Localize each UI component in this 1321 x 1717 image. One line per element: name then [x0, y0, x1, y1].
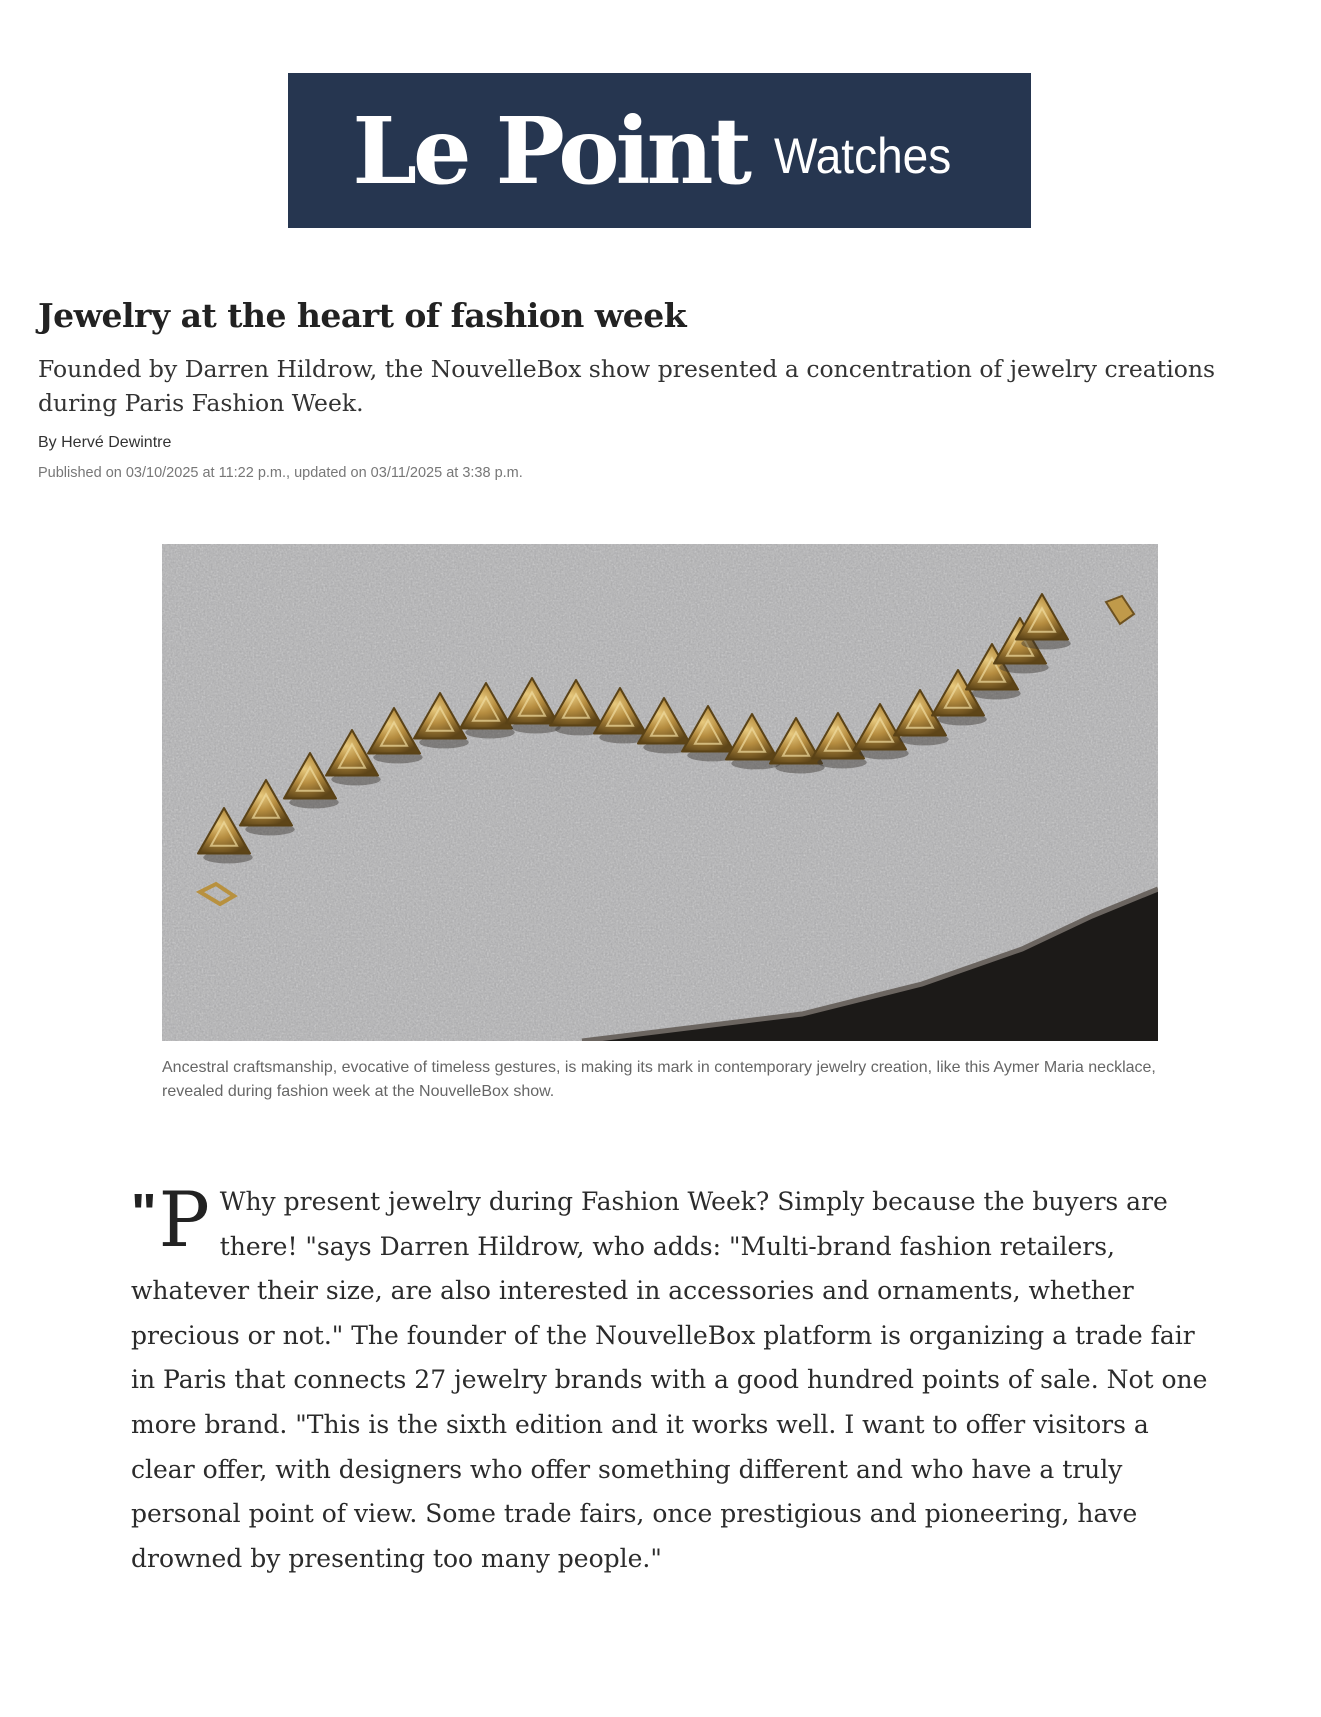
section-label: Watches [774, 127, 952, 184]
drop-cap [131, 1175, 210, 1264]
article-body-text: Why present jewelry during Fashion Week? Simply because the buyers are there! "says Darren Hildrow, who adds: "Multi-brand fashion retailers, whatever their size, are also interested in accessories and ornaments, whether precious or not." The founder of the NouvelleBox platform is organizing a trade fair in Paris that connects 27 jewelry brands with a good hundred points of sale. Not one more brand. "This is the sixth edition and it works well. I want to offer visitors a clear offer, with designers who offer something different and who have a truly personal point of view. Some trade fairs, once prestigious and pioneering, have drowned by presenting too many people." [131, 1187, 1208, 1573]
article-headline: Jewelry at the heart of fashion week [38, 296, 687, 335]
le-point-logo: Le Point [352, 96, 748, 205]
publication-dates: Published on 03/10/2025 at 11:22 p.m., updated on 03/11/2025 at 3:38 p.m. [38, 465, 523, 481]
article-body [131, 1175, 1211, 1581]
photo-caption: Ancestral craftsmanship, evocative of timeless gestures, is making its mark in contemporary jewelry creation, like this Aymer Maria necklace, revealed during fashion week at the NouvelleBox show. [162, 1059, 1156, 1100]
article-photo [162, 544, 1158, 1041]
author-byline: By Hervé Dewintre [38, 434, 172, 451]
drop-cap-quote: " [131, 1183, 157, 1243]
article-standfirst: Founded by Darren Hildrow, the NouvelleBox show presented a concentration of jewelry creations during Paris Fashion Week. [38, 355, 1216, 417]
necklace-on-stone-image [162, 544, 1158, 1041]
drop-cap-letter: P [158, 1175, 210, 1264]
masthead-banner[interactable] [288, 73, 1031, 228]
